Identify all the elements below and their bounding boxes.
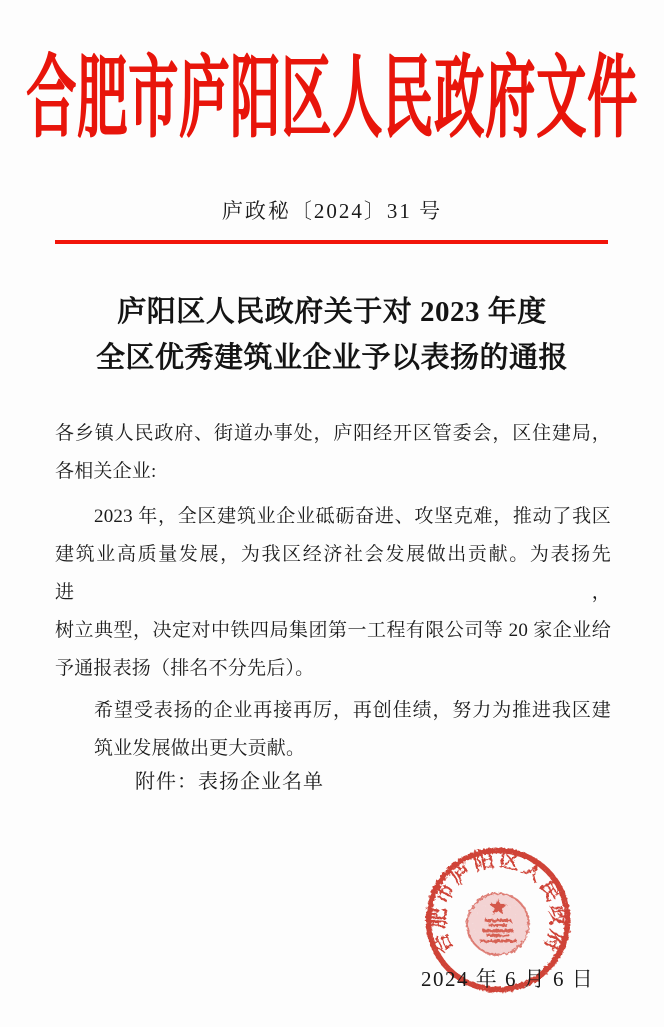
seal-arc-text: 合肥市庐阳区人民政府 <box>427 848 569 957</box>
document-title <box>0 289 664 381</box>
body-line: 各乡镇人民政府、街道办事处，庐阳经开区管委会，区住建局， <box>55 423 611 444</box>
body-line: 树立典型，决定对中铁四局集团第一工程有限公司等 20 家企业给 <box>55 620 611 641</box>
body-line: 筑业发展做出更大贡献。 <box>94 738 306 759</box>
body-line: 予通报表扬（排名不分先后）。 <box>55 658 315 679</box>
body-line: 希望受表扬的企业再接再厉，再创佳绩，努力为推进我区建 <box>94 700 611 721</box>
body-line: 2023 年，全区建筑业企业砥砺奋进、攻坚克难，推动了我区 <box>94 506 611 527</box>
national-emblem-icon <box>467 893 528 954</box>
document-body <box>55 415 611 768</box>
attachment-note: 附件：表扬企业名单 <box>135 771 324 793</box>
document-title-line1: 庐阳区人民政府关于对 2023 年度 <box>117 296 547 328</box>
issue-date: 2024 年 6 月 6 日 <box>421 967 595 991</box>
red-separator-line <box>55 240 608 244</box>
document-number: 庐政秘〔2024〕31 号 <box>221 199 443 223</box>
body-line: 各相关企业: <box>55 461 157 482</box>
body-line: 建筑业高质量发展，为我区经济社会发展做出贡献。为表扬先进， <box>55 544 611 603</box>
letterhead-title: 合肥市庐阳区人民政府文件 <box>26 47 638 149</box>
document-title-line2: 全区优秀建筑业企业予以表扬的通报 <box>95 342 568 374</box>
